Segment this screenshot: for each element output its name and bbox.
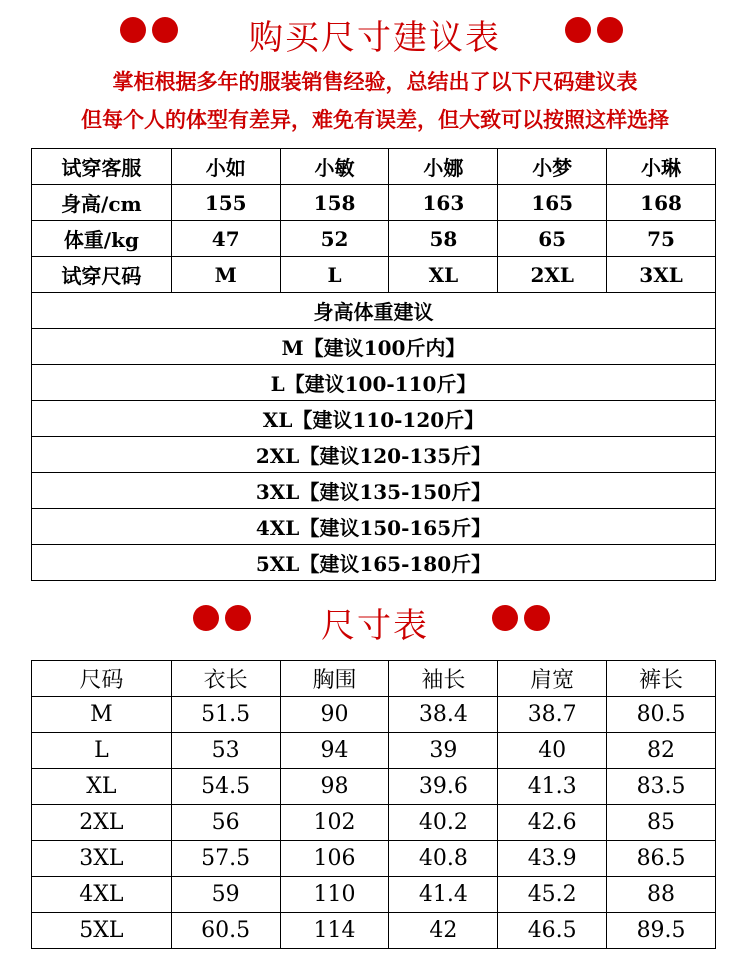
table-cell: 106 — [280, 841, 389, 877]
suggestion-cell: 5XL【建议165-180斤】 — [32, 545, 716, 581]
table-row — [32, 149, 716, 185]
red-dot-icon — [597, 17, 623, 43]
table-cell: 52 — [280, 221, 389, 257]
size-advice-title: 购买尺寸建议表 — [249, 18, 501, 58]
suggestion-row — [32, 473, 716, 509]
table-cell: 小梦 — [498, 149, 607, 185]
table-cell: 114 — [280, 913, 389, 949]
suggestion-row — [32, 545, 716, 581]
table-cell: 58 — [389, 221, 498, 257]
suggestion-cell: 3XL【建议135-150斤】 — [32, 473, 716, 509]
column-header: 肩宽 — [498, 661, 607, 697]
fitting-table — [31, 148, 716, 581]
table-cell: 39 — [389, 733, 498, 769]
suggestion-row — [32, 437, 716, 473]
table-cell: 98 — [280, 769, 389, 805]
table-cell: 试穿客服 — [32, 149, 172, 185]
table-cell: 80.5 — [607, 697, 716, 733]
suggest-title: 身高体重建议 — [32, 293, 716, 329]
table-cell: 46.5 — [498, 913, 607, 949]
table-cell: 41.3 — [498, 769, 607, 805]
table-row — [32, 733, 716, 769]
table-cell: 2XL — [498, 257, 607, 293]
table-cell: 45.2 — [498, 877, 607, 913]
suggestion-cell: L【建议100-110斤】 — [32, 365, 716, 401]
table-cell: 60.5 — [171, 913, 280, 949]
table-cell: XL — [389, 257, 498, 293]
table-row — [32, 805, 716, 841]
table-cell: L — [280, 257, 389, 293]
subtitle-line-2: 但每个人的体型有差异，难免有误差，但大致可以按照这样选择 — [81, 107, 669, 132]
size-chart-title: 尺寸表 — [321, 606, 429, 646]
table-cell: 身高/cm — [32, 185, 172, 221]
table-cell: XL — [32, 769, 172, 805]
suggestion-cell: XL【建议110-120斤】 — [32, 401, 716, 437]
table-cell: 110 — [280, 877, 389, 913]
table-cell: 40.2 — [389, 805, 498, 841]
table-cell: 小如 — [171, 149, 280, 185]
table-cell: 42.6 — [498, 805, 607, 841]
table-cell: 38.4 — [389, 697, 498, 733]
table-cell: 40 — [498, 733, 607, 769]
suggestion-cell: 4XL【建议150-165斤】 — [32, 509, 716, 545]
table-cell: 65 — [498, 221, 607, 257]
table-cell: 165 — [498, 185, 607, 221]
table-cell: 54.5 — [171, 769, 280, 805]
table-cell: 47 — [171, 221, 280, 257]
column-header: 裤长 — [607, 661, 716, 697]
table-cell: 5XL — [32, 913, 172, 949]
subtitle-line-1: 掌柜根据多年的服装销售经验，总结出了以下尺码建议表 — [112, 69, 638, 94]
table-row — [32, 221, 716, 257]
table-cell: 43.9 — [498, 841, 607, 877]
table-cell: 40.8 — [389, 841, 498, 877]
suggestion-cell: 2XL【建议120-135斤】 — [32, 437, 716, 473]
table-cell: M — [32, 697, 172, 733]
table-cell: 82 — [607, 733, 716, 769]
suggest-title-row — [32, 293, 716, 329]
table-cell: 90 — [280, 697, 389, 733]
table-cell: 小琳 — [607, 149, 716, 185]
table-cell: 53 — [171, 733, 280, 769]
table-cell: 83.5 — [607, 769, 716, 805]
table-row — [32, 697, 716, 733]
table-cell: 试穿尺码 — [32, 257, 172, 293]
table-row — [32, 257, 716, 293]
size-advice-header — [0, 10, 750, 58]
table-cell: 51.5 — [171, 697, 280, 733]
table-cell: 57.5 — [171, 841, 280, 877]
table-cell: 85 — [607, 805, 716, 841]
table-cell: 155 — [171, 185, 280, 221]
suggestion-row — [32, 329, 716, 365]
size-chart-header — [0, 598, 750, 646]
table-cell: L — [32, 733, 172, 769]
table-cell: 163 — [389, 185, 498, 221]
red-dot-icon — [565, 17, 591, 43]
red-dot-icon — [524, 605, 550, 631]
table-cell: 3XL — [32, 841, 172, 877]
table-cell: 94 — [280, 733, 389, 769]
table-cell: 39.6 — [389, 769, 498, 805]
table-cell: 2XL — [32, 805, 172, 841]
table-row — [32, 185, 716, 221]
table-cell: 41.4 — [389, 877, 498, 913]
column-header: 袖长 — [389, 661, 498, 697]
decor-dots-right-2 — [492, 605, 550, 631]
suggestion-row — [32, 401, 716, 437]
suggestion-row — [32, 365, 716, 401]
table-cell: 59 — [171, 877, 280, 913]
table-cell: 158 — [280, 185, 389, 221]
table-cell: M — [171, 257, 280, 293]
table-cell: 89.5 — [607, 913, 716, 949]
table-cell: 小娜 — [389, 149, 498, 185]
column-header: 尺码 — [32, 661, 172, 697]
table-cell: 42 — [389, 913, 498, 949]
suggestion-cell: M【建议100斤内】 — [32, 329, 716, 365]
table-row — [32, 841, 716, 877]
table-cell: 4XL — [32, 877, 172, 913]
table-row — [32, 877, 716, 913]
table-cell: 3XL — [607, 257, 716, 293]
table-cell: 56 — [171, 805, 280, 841]
table-header-row — [32, 661, 716, 697]
column-header: 胸围 — [280, 661, 389, 697]
table-cell: 86.5 — [607, 841, 716, 877]
table-row — [32, 913, 716, 949]
suggestion-row — [32, 509, 716, 545]
column-header: 衣长 — [171, 661, 280, 697]
table-cell: 38.7 — [498, 697, 607, 733]
table-row — [32, 769, 716, 805]
table-cell: 小敏 — [280, 149, 389, 185]
decor-dots-right-1 — [565, 17, 623, 43]
table-cell: 102 — [280, 805, 389, 841]
table-cell: 88 — [607, 877, 716, 913]
red-dot-icon — [492, 605, 518, 631]
table-cell: 体重/kg — [32, 221, 172, 257]
table-cell: 168 — [607, 185, 716, 221]
table-cell: 75 — [607, 221, 716, 257]
size-table — [31, 660, 716, 949]
